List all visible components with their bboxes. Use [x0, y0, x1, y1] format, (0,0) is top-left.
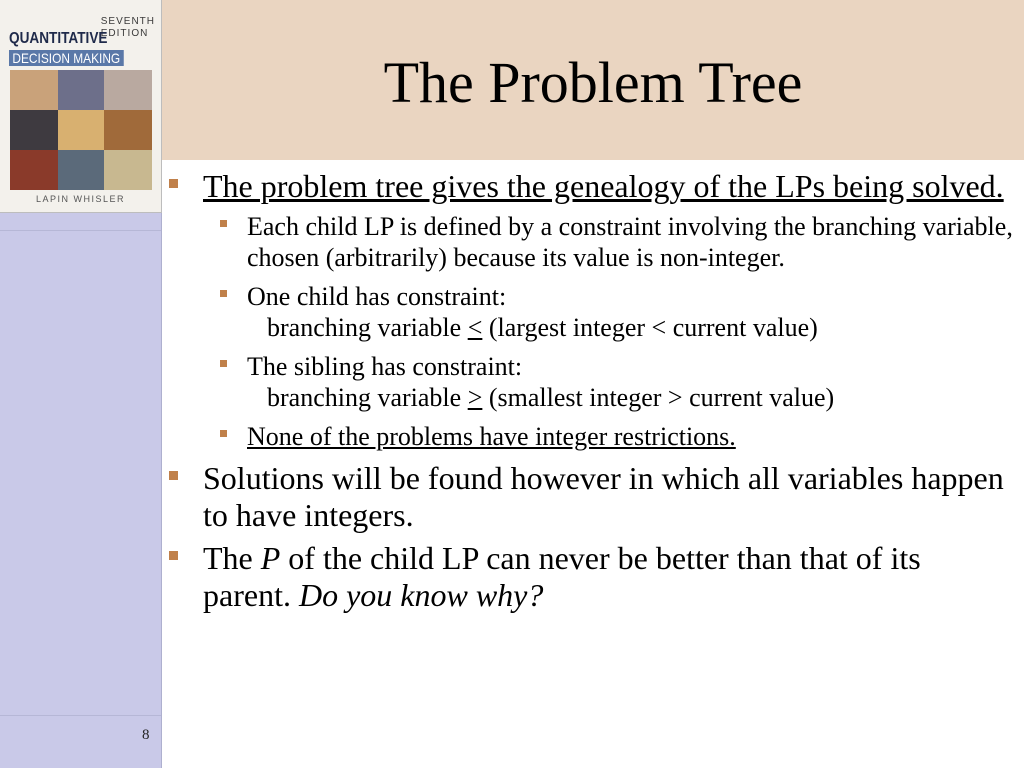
bullet-text: Solutions will be found however in which all variables happen to have integers.: [203, 460, 1004, 533]
bullet-marker: [220, 360, 227, 367]
bullet-marker: [169, 179, 178, 188]
bullet-marker: [169, 551, 178, 560]
slide-title: The Problem Tree: [383, 50, 803, 115]
constraint-line: [247, 312, 1016, 343]
bullet-text: of the child LP can never be better than that of its parent.: [203, 540, 921, 613]
sub-bullet-sibling: [166, 351, 1016, 413]
bullet-child-p: [166, 540, 1016, 614]
bullet-text: Each child LP is defined by a constraint involving the branching variable, chosen (arbitrarily) because its value is non-integer.: [247, 212, 1013, 272]
sidebar-divider: [0, 715, 161, 716]
cover-collage: [10, 70, 152, 190]
slide-number: 8: [142, 727, 150, 743]
bullet-marker: [220, 430, 227, 437]
slide-body: [166, 168, 1016, 620]
bullet-genealogy: [166, 168, 1016, 205]
bullet-text: The sibling has constraint:: [247, 352, 523, 381]
bullet-text: None of the problems have integer restrictions.: [247, 422, 736, 451]
book-cover-image: [0, 0, 162, 213]
bullet-marker: [169, 471, 178, 480]
bullet-solutions: [166, 460, 1016, 534]
cover-edition: SEVENTH EDITION: [100, 16, 155, 39]
cover-authors: LAPIN WHISLER: [35, 194, 126, 204]
sub-bullet-child-lp: [166, 211, 1016, 273]
constraint-post: (largest integer < current value): [482, 313, 818, 342]
question-text: Do you know why?: [298, 577, 544, 613]
cover-title-line1: QUANTITATIVE: [9, 30, 108, 47]
bullet-marker: [220, 220, 227, 227]
constraint-symbol: >: [467, 383, 483, 412]
p-variable: P: [260, 540, 281, 576]
constraint-post: (smallest integer > current value): [482, 383, 835, 412]
constraint-pre: branching variable: [267, 383, 468, 412]
bullet-marker: [220, 290, 227, 297]
sub-bullet-one-child: [166, 281, 1016, 343]
bullet-text: The problem tree gives the genealogy of the LPs being solved.: [203, 168, 1004, 204]
constraint-symbol: <: [467, 313, 483, 342]
bullet-text: One child has constraint:: [247, 282, 507, 311]
title-band: [162, 0, 1024, 160]
cover-title-line2: DECISION MAKING: [9, 50, 124, 66]
constraint-pre: branching variable: [267, 313, 468, 342]
constraint-line: [247, 382, 1016, 413]
bullet-text: The: [203, 540, 261, 576]
sub-bullet-no-integer: [166, 421, 1016, 452]
sidebar-divider: [0, 230, 161, 231]
